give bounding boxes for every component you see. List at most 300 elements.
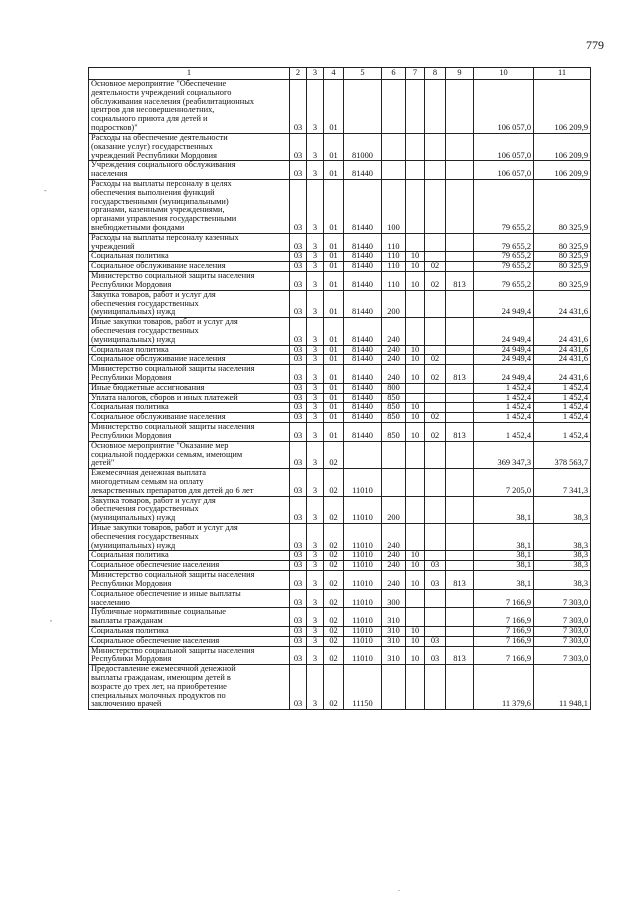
cell-col-3: 3	[307, 571, 324, 590]
cell-col-11: 24 431,6	[534, 355, 591, 365]
cell-col-4: 01	[324, 290, 344, 317]
column-header: 2	[290, 68, 307, 80]
cell-col-10: 7 166,9	[474, 646, 534, 665]
cell-col-3: 3	[307, 318, 324, 345]
row-label: Социальное обеспечение населения	[89, 561, 290, 571]
cell-col-9	[446, 561, 474, 571]
cell-col-2: 03	[290, 626, 307, 636]
cell-col-3: 3	[307, 665, 324, 710]
cell-col-4: 01	[324, 133, 344, 160]
cell-col-7	[406, 290, 425, 317]
cell-col-8	[425, 233, 446, 252]
cell-col-2: 03	[290, 365, 307, 384]
table-row	[89, 469, 591, 496]
cell-col-11: 38,3	[534, 524, 591, 551]
cell-col-9	[446, 403, 474, 413]
cell-col-7: 10	[406, 423, 425, 442]
cell-col-5: 81440	[344, 383, 382, 393]
table-row	[89, 551, 591, 561]
cell-col-6: 110	[382, 272, 406, 291]
row-label: Ежемесячная денежная выплата многодетным семьям на оплату лекарственных препаратов для детей до 6 лет	[89, 469, 290, 496]
cell-col-5: 11010	[344, 636, 382, 646]
row-label: Учреждения социального обслуживания населения	[89, 161, 290, 180]
cell-col-11: 1 452,4	[534, 403, 591, 413]
cell-col-4: 02	[324, 636, 344, 646]
row-label: Министерство социальной защиты населения Республики Мордовия	[89, 272, 290, 291]
cell-col-7: 10	[406, 636, 425, 646]
cell-col-11: 1 452,4	[534, 393, 591, 403]
cell-col-9	[446, 665, 474, 710]
cell-col-10: 38,1	[474, 496, 534, 523]
cell-col-3: 3	[307, 233, 324, 252]
cell-col-10: 7 205,0	[474, 469, 534, 496]
cell-col-6	[382, 133, 406, 160]
cell-col-8	[425, 496, 446, 523]
cell-col-11: 38,3	[534, 561, 591, 571]
cell-col-9	[446, 133, 474, 160]
row-label: Расходы на выплаты персоналу в целях обеспечения выполнения функций государственными (муниципальными) органами, казенными учреждениями, органами управления государственными внебюджетными фондами	[89, 179, 290, 233]
cell-col-10: 24 949,4	[474, 355, 534, 365]
cell-col-5: 11010	[344, 626, 382, 636]
table-row	[89, 393, 591, 403]
cell-col-9	[446, 393, 474, 403]
cell-col-11: 106 209,9	[534, 80, 591, 134]
cell-col-7	[406, 469, 425, 496]
cell-col-7	[406, 608, 425, 627]
cell-col-8: 02	[425, 355, 446, 365]
cell-col-6: 110	[382, 252, 406, 262]
cell-col-7: 10	[406, 413, 425, 423]
cell-col-6	[382, 161, 406, 180]
cell-col-3: 3	[307, 524, 324, 551]
cell-col-5: 81440	[344, 161, 382, 180]
cell-col-8	[425, 524, 446, 551]
cell-col-3: 3	[307, 423, 324, 442]
column-header: 7	[406, 68, 425, 80]
table-row	[89, 646, 591, 665]
cell-col-7	[406, 393, 425, 403]
cell-col-5: 81440	[344, 252, 382, 262]
cell-col-7	[406, 665, 425, 710]
cell-col-2: 03	[290, 469, 307, 496]
cell-col-8	[425, 179, 446, 233]
cell-col-10: 38,1	[474, 561, 534, 571]
cell-col-3: 3	[307, 290, 324, 317]
table-row	[89, 233, 591, 252]
cell-col-5: 81440	[344, 413, 382, 423]
cell-col-5: 11010	[344, 524, 382, 551]
cell-col-6: 850	[382, 423, 406, 442]
cell-col-7: 10	[406, 561, 425, 571]
budget-table	[88, 67, 591, 710]
row-label: Социальное обеспечение населения	[89, 636, 290, 646]
cell-col-7: 10	[406, 365, 425, 384]
row-label: Министерство социальной защиты населения Республики Мордовия	[89, 646, 290, 665]
row-label: Социальная политика	[89, 403, 290, 413]
table-row	[89, 413, 591, 423]
cell-col-2: 03	[290, 589, 307, 608]
table-row	[89, 290, 591, 317]
cell-col-2: 03	[290, 636, 307, 646]
cell-col-10: 7 166,9	[474, 589, 534, 608]
cell-col-7	[406, 589, 425, 608]
cell-col-11: 1 452,4	[534, 383, 591, 393]
cell-col-5: 11010	[344, 551, 382, 561]
cell-col-11: 38,3	[534, 496, 591, 523]
cell-col-8	[425, 383, 446, 393]
cell-col-9	[446, 161, 474, 180]
cell-col-7	[406, 133, 425, 160]
cell-col-9	[446, 179, 474, 233]
table-row	[89, 179, 591, 233]
cell-col-5	[344, 80, 382, 134]
cell-col-2: 03	[290, 272, 307, 291]
cell-col-8: 03	[425, 561, 446, 571]
cell-col-4: 02	[324, 589, 344, 608]
row-label: Уплата налогов, сборов и иных платежей	[89, 393, 290, 403]
cell-col-6: 240	[382, 551, 406, 561]
cell-col-4: 01	[324, 383, 344, 393]
cell-col-3: 3	[307, 551, 324, 561]
cell-col-7	[406, 161, 425, 180]
cell-col-4: 01	[324, 161, 344, 180]
cell-col-10: 79 655,2	[474, 262, 534, 272]
cell-col-11: 80 325,9	[534, 272, 591, 291]
page-number: 779	[586, 38, 604, 52]
cell-col-11: 7 341,3	[534, 469, 591, 496]
cell-col-5: 81440	[344, 290, 382, 317]
header-row	[89, 68, 591, 80]
cell-col-9: 813	[446, 272, 474, 291]
cell-col-5: 81440	[344, 345, 382, 355]
cell-col-5: 81440	[344, 179, 382, 233]
cell-col-8	[425, 441, 446, 468]
cell-col-6: 200	[382, 496, 406, 523]
cell-col-7	[406, 233, 425, 252]
cell-col-11: 7 303,0	[534, 626, 591, 636]
cell-col-11: 106 209,9	[534, 161, 591, 180]
cell-col-7	[406, 496, 425, 523]
cell-col-3: 3	[307, 561, 324, 571]
column-header: 3	[307, 68, 324, 80]
cell-col-3: 3	[307, 272, 324, 291]
cell-col-5	[344, 441, 382, 468]
table-row	[89, 423, 591, 442]
table-row	[89, 636, 591, 646]
cell-col-2: 03	[290, 423, 307, 442]
cell-col-10: 79 655,2	[474, 272, 534, 291]
cell-col-2: 03	[290, 383, 307, 393]
cell-col-9	[446, 608, 474, 627]
row-label: Социальная политика	[89, 626, 290, 636]
cell-col-8	[425, 403, 446, 413]
cell-col-10: 106 057,0	[474, 80, 534, 134]
cell-col-7: 10	[406, 345, 425, 355]
cell-col-8	[425, 290, 446, 317]
cell-col-4: 01	[324, 179, 344, 233]
cell-col-5: 81440	[344, 403, 382, 413]
cell-col-8: 02	[425, 413, 446, 423]
row-label: Социальное обслуживание населения	[89, 355, 290, 365]
row-label: Министерство социальной защиты населения Республики Мордовия	[89, 365, 290, 384]
cell-col-5: 81440	[344, 318, 382, 345]
cell-col-6	[382, 441, 406, 468]
cell-col-3: 3	[307, 80, 324, 134]
cell-col-6: 240	[382, 318, 406, 345]
cell-col-3: 3	[307, 496, 324, 523]
cell-col-7: 10	[406, 551, 425, 561]
cell-col-3: 3	[307, 355, 324, 365]
cell-col-3: 3	[307, 393, 324, 403]
column-header: 4	[324, 68, 344, 80]
cell-col-11: 38,3	[534, 551, 591, 561]
cell-col-5: 81440	[344, 393, 382, 403]
cell-col-5: 81440	[344, 423, 382, 442]
cell-col-10: 1 452,4	[474, 403, 534, 413]
cell-col-8: 03	[425, 646, 446, 665]
cell-col-10: 79 655,2	[474, 233, 534, 252]
cell-col-9	[446, 441, 474, 468]
cell-col-11: 7 303,0	[534, 589, 591, 608]
cell-col-2: 03	[290, 252, 307, 262]
cell-col-9: 813	[446, 646, 474, 665]
cell-col-9: 813	[446, 365, 474, 384]
cell-col-3: 3	[307, 252, 324, 262]
cell-col-4: 02	[324, 561, 344, 571]
cell-col-3: 3	[307, 365, 324, 384]
cell-col-2: 03	[290, 413, 307, 423]
cell-col-5: 11010	[344, 646, 382, 665]
table-row	[89, 403, 591, 413]
table-row	[89, 252, 591, 262]
cell-col-11: 1 452,4	[534, 413, 591, 423]
cell-col-4: 02	[324, 469, 344, 496]
cell-col-9	[446, 413, 474, 423]
cell-col-10: 7 166,9	[474, 626, 534, 636]
cell-col-7: 10	[406, 646, 425, 665]
cell-col-3: 3	[307, 589, 324, 608]
cell-col-8: 02	[425, 365, 446, 384]
row-label: Министерство социальной защиты населения Республики Мордовия	[89, 423, 290, 442]
cell-col-8: 03	[425, 636, 446, 646]
cell-col-8: 02	[425, 262, 446, 272]
cell-col-5: 81440	[344, 355, 382, 365]
cell-col-6: 240	[382, 365, 406, 384]
cell-col-9	[446, 626, 474, 636]
table-row	[89, 383, 591, 393]
cell-col-9: 813	[446, 571, 474, 590]
cell-col-2: 03	[290, 403, 307, 413]
column-header: 11	[534, 68, 591, 80]
table-body	[89, 80, 591, 710]
cell-col-9	[446, 80, 474, 134]
cell-col-7	[406, 441, 425, 468]
cell-col-4: 01	[324, 318, 344, 345]
margin-mark: .	[398, 884, 400, 893]
cell-col-7	[406, 318, 425, 345]
cell-col-3: 3	[307, 161, 324, 180]
cell-col-2: 03	[290, 571, 307, 590]
cell-col-3: 3	[307, 383, 324, 393]
table-row	[89, 665, 591, 710]
cell-col-8	[425, 345, 446, 355]
cell-col-7	[406, 179, 425, 233]
column-header: 6	[382, 68, 406, 80]
cell-col-9	[446, 318, 474, 345]
cell-col-3: 3	[307, 636, 324, 646]
cell-col-11: 80 325,9	[534, 262, 591, 272]
cell-col-5: 11010	[344, 469, 382, 496]
cell-col-9	[446, 469, 474, 496]
cell-col-4: 01	[324, 423, 344, 442]
cell-col-3: 3	[307, 262, 324, 272]
cell-col-2: 03	[290, 161, 307, 180]
cell-col-4: 01	[324, 403, 344, 413]
cell-col-11: 24 431,6	[534, 318, 591, 345]
cell-col-5: 11150	[344, 665, 382, 710]
cell-col-6: 110	[382, 233, 406, 252]
cell-col-10: 1 452,4	[474, 423, 534, 442]
cell-col-11: 7 303,0	[534, 646, 591, 665]
row-label: Иные бюджетные ассигнования	[89, 383, 290, 393]
row-label: Расходы на обеспечение деятельности (оказание услуг) государственных учреждений Республики Мордовия	[89, 133, 290, 160]
cell-col-10: 24 949,4	[474, 290, 534, 317]
cell-col-6	[382, 80, 406, 134]
row-label: Социальная политика	[89, 252, 290, 262]
cell-col-7: 10	[406, 571, 425, 590]
cell-col-8	[425, 318, 446, 345]
cell-col-2: 03	[290, 646, 307, 665]
cell-col-9	[446, 262, 474, 272]
cell-col-4: 01	[324, 413, 344, 423]
cell-col-2: 03	[290, 441, 307, 468]
cell-col-2: 03	[290, 345, 307, 355]
cell-col-11: 11 948,1	[534, 665, 591, 710]
cell-col-6: 200	[382, 290, 406, 317]
row-label: Закупка товаров, работ и услуг для обеспечения государственных (муниципальных) нужд	[89, 290, 290, 317]
cell-col-7: 10	[406, 403, 425, 413]
cell-col-6: 850	[382, 393, 406, 403]
cell-col-6: 240	[382, 561, 406, 571]
table-row	[89, 355, 591, 365]
table-row	[89, 626, 591, 636]
cell-col-2: 03	[290, 561, 307, 571]
cell-col-2: 03	[290, 290, 307, 317]
cell-col-10: 38,1	[474, 524, 534, 551]
cell-col-10: 1 452,4	[474, 413, 534, 423]
row-label: Предоставление ежемесячной денежной выплаты гражданам, имеющим детей в возрасте до трех лет, на приобретение специальных молочных продуктов по заключению врачей	[89, 665, 290, 710]
row-label: Иные закупки товаров, работ и услуг для обеспечения государственных (муниципальных) нужд	[89, 524, 290, 551]
cell-col-10: 7 166,9	[474, 608, 534, 627]
column-header: 9	[446, 68, 474, 80]
cell-col-6: 310	[382, 646, 406, 665]
cell-col-3: 3	[307, 469, 324, 496]
cell-col-7: 10	[406, 262, 425, 272]
cell-col-4: 02	[324, 524, 344, 551]
cell-col-6: 300	[382, 589, 406, 608]
cell-col-4: 01	[324, 80, 344, 134]
cell-col-5: 11010	[344, 589, 382, 608]
table-row	[89, 524, 591, 551]
cell-col-11: 24 431,6	[534, 345, 591, 355]
cell-col-2: 03	[290, 524, 307, 551]
cell-col-9: 813	[446, 423, 474, 442]
row-label: Публичные нормативные социальные выплаты гражданам	[89, 608, 290, 627]
cell-col-11: 80 325,9	[534, 233, 591, 252]
cell-col-6: 850	[382, 403, 406, 413]
cell-col-8	[425, 589, 446, 608]
cell-col-8	[425, 133, 446, 160]
cell-col-2: 03	[290, 393, 307, 403]
cell-col-5: 81440	[344, 233, 382, 252]
table-row	[89, 161, 591, 180]
table-row	[89, 272, 591, 291]
table-row	[89, 262, 591, 272]
cell-col-6: 240	[382, 355, 406, 365]
margin-mark: ,	[50, 614, 52, 623]
cell-col-4: 01	[324, 345, 344, 355]
column-header: 10	[474, 68, 534, 80]
cell-col-10: 79 655,2	[474, 252, 534, 262]
cell-col-4: 02	[324, 551, 344, 561]
cell-col-6	[382, 665, 406, 710]
cell-col-10: 1 452,4	[474, 383, 534, 393]
cell-col-8: 02	[425, 423, 446, 442]
cell-col-2: 03	[290, 179, 307, 233]
cell-col-11: 7 303,0	[534, 636, 591, 646]
cell-col-9	[446, 589, 474, 608]
cell-col-5: 11010	[344, 571, 382, 590]
column-header: 8	[425, 68, 446, 80]
cell-col-8	[425, 161, 446, 180]
table-row	[89, 345, 591, 355]
cell-col-2: 03	[290, 551, 307, 561]
cell-col-10: 24 949,4	[474, 365, 534, 384]
cell-col-9	[446, 233, 474, 252]
cell-col-9	[446, 551, 474, 561]
cell-col-7: 10	[406, 626, 425, 636]
cell-col-11: 106 209,9	[534, 133, 591, 160]
cell-col-4: 01	[324, 355, 344, 365]
row-label: Расходы на выплаты персоналу казенных учреждений	[89, 233, 290, 252]
cell-col-4: 01	[324, 393, 344, 403]
table-row	[89, 318, 591, 345]
cell-col-10: 38,1	[474, 571, 534, 590]
cell-col-3: 3	[307, 646, 324, 665]
cell-col-8	[425, 665, 446, 710]
cell-col-9	[446, 252, 474, 262]
row-label: Иные закупки товаров, работ и услуг для обеспечения государственных (муниципальных) нужд	[89, 318, 290, 345]
cell-col-10: 106 057,0	[474, 161, 534, 180]
table-row	[89, 365, 591, 384]
cell-col-8	[425, 626, 446, 636]
cell-col-4: 01	[324, 272, 344, 291]
cell-col-2: 03	[290, 133, 307, 160]
cell-col-4: 02	[324, 626, 344, 636]
cell-col-9	[446, 636, 474, 646]
cell-col-10: 11 379,6	[474, 665, 534, 710]
cell-col-5: 81000	[344, 133, 382, 160]
row-label: Социальное обеспечение и иные выплаты населению	[89, 589, 290, 608]
cell-col-2: 03	[290, 262, 307, 272]
cell-col-3: 3	[307, 403, 324, 413]
cell-col-10: 24 949,4	[474, 318, 534, 345]
cell-col-4: 02	[324, 608, 344, 627]
cell-col-10: 369 347,3	[474, 441, 534, 468]
cell-col-4: 02	[324, 571, 344, 590]
cell-col-11: 38,3	[534, 571, 591, 590]
cell-col-2: 03	[290, 355, 307, 365]
